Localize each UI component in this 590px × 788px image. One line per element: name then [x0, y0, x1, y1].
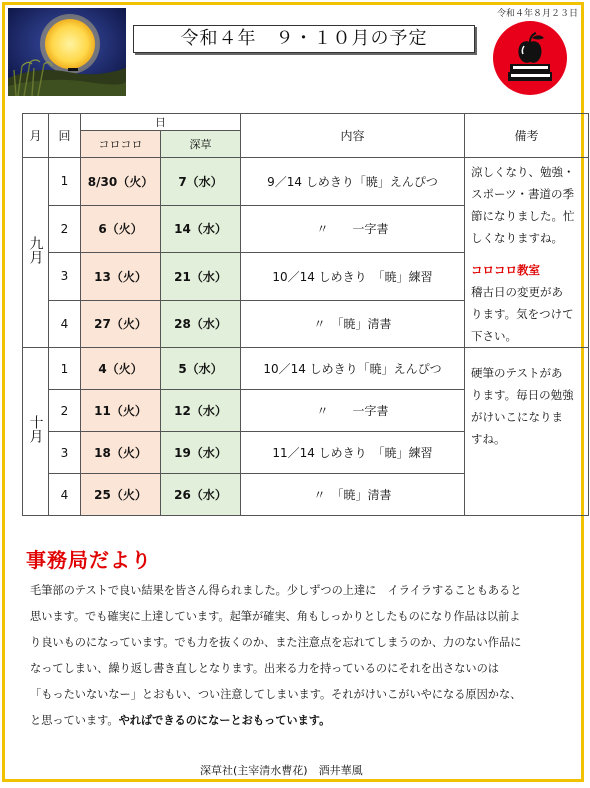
content-cell: 〃 「暁」清書	[241, 474, 465, 516]
remark-line: 硬筆のテストがあ	[471, 366, 563, 380]
news-line-plain: と思っています。	[30, 714, 119, 727]
month-label: 十月	[23, 348, 49, 516]
round-cell: 4	[49, 300, 81, 348]
fukakusa-date-cell: 19（水）	[161, 432, 241, 474]
content-cell: 10／14 しめきり 「暁」練習	[241, 253, 465, 301]
round-cell: 1	[49, 158, 81, 206]
page-title: 令和４年 ９・１０月の予定	[133, 25, 475, 53]
remark-highlight: コロコロ教室	[471, 263, 540, 277]
remarks-cell	[465, 348, 589, 516]
header-korokoro: コロコロ	[81, 131, 161, 158]
table-row	[23, 348, 589, 390]
korokoro-date-cell: 18（火）	[81, 432, 161, 474]
remark-line: 稽古日の変更があ	[471, 285, 563, 299]
remark-line: ります。気をつけて	[471, 307, 574, 321]
round-cell: 3	[49, 253, 81, 301]
signature: 深草社(主宰清水曹花) 酒井華風	[200, 764, 363, 777]
content-cell: 9／14 しめきり「暁」えんぴつ	[241, 158, 465, 206]
korokoro-date-cell: 11（火）	[81, 390, 161, 432]
content-cell: 〃 一字書	[241, 390, 465, 432]
news-line-last	[30, 708, 578, 734]
remark-line: 節になりました。忙	[471, 209, 575, 223]
content-cell: 〃 「暁」清書	[241, 300, 465, 348]
full-moon-night-illustration	[8, 8, 126, 96]
korokoro-date-cell: 25（火）	[81, 474, 161, 516]
news-section-title: 事務局だより	[26, 548, 152, 572]
remark-line: 下さい。	[471, 329, 517, 343]
round-cell: 1	[49, 348, 81, 390]
header-remarks: 備考	[465, 114, 589, 158]
korokoro-date-cell: 27（火）	[81, 300, 161, 348]
fukakusa-date-cell: 28（水）	[161, 300, 241, 348]
news-line-bold: やればできるのになーとおもっています。	[118, 714, 331, 727]
round-cell: 2	[49, 205, 81, 253]
fukakusa-date-cell: 5（水）	[161, 348, 241, 390]
schedule-table	[22, 113, 589, 516]
content-cell: 〃 一字書	[241, 205, 465, 253]
header-round: 回	[49, 114, 81, 158]
remark-line: すね。	[471, 432, 506, 446]
apple-books-icon	[492, 20, 568, 96]
news-line: 「もったいないなー」とおもい、つい注意してしまいます。それがけいこがいやになる原因かな、	[30, 688, 522, 701]
news-line: なってしまい、繰り返し書き直しとなります。出来る力を持っているのにそれを出さないのは	[30, 662, 499, 675]
fukakusa-date-cell: 7（水）	[161, 158, 241, 206]
round-cell: 2	[49, 390, 81, 432]
header-day: 日	[81, 114, 241, 131]
remarks-cell	[465, 158, 589, 348]
korokoro-date-cell: 4（火）	[81, 348, 161, 390]
content-cell: 10／14 しめきり「暁」えんぴつ	[241, 348, 465, 390]
round-cell: 3	[49, 432, 81, 474]
header-content: 内容	[241, 114, 465, 158]
document-date: 令和４年８月２３日	[496, 9, 578, 19]
content-cell: 11／14 しめきり 「暁」練習	[241, 432, 465, 474]
korokoro-date-cell: 6（火）	[81, 205, 161, 253]
header-fukakusa: 深草	[161, 131, 241, 158]
korokoro-date-cell: 8/30（火）	[81, 158, 161, 206]
round-cell: 4	[49, 474, 81, 516]
remark-line: しくなりますね。	[471, 231, 563, 245]
remark-line: 涼しくなり、勉強・	[471, 165, 575, 179]
table-row	[23, 158, 589, 206]
fukakusa-date-cell: 26（水）	[161, 474, 241, 516]
news-line: 毛筆部のテストで良い結果を皆さん得られました。少しずつの上達に イライラすることもあると	[30, 584, 522, 597]
korokoro-date-cell: 13（火）	[81, 253, 161, 301]
fukakusa-date-cell: 21（水）	[161, 253, 241, 301]
remark-line: がけいこになりま	[471, 410, 563, 424]
fukakusa-date-cell: 14（水）	[161, 205, 241, 253]
news-body	[30, 578, 578, 734]
remark-line: ります。毎日の勉強	[471, 388, 574, 402]
news-line: り良いものになっています。でも力を抜くのか、また注意点を忘れてしまうのか、力のない作品に	[30, 636, 522, 649]
month-label: 九月	[23, 158, 49, 348]
remark-line: スポーツ・書道の季	[471, 187, 575, 201]
fukakusa-date-cell: 12（水）	[161, 390, 241, 432]
header-month: 月	[23, 114, 49, 158]
news-line: 思います。でも確実に上達しています。起筆が確実、角もしっかりとしたものになり作品は以前よ	[30, 610, 521, 623]
